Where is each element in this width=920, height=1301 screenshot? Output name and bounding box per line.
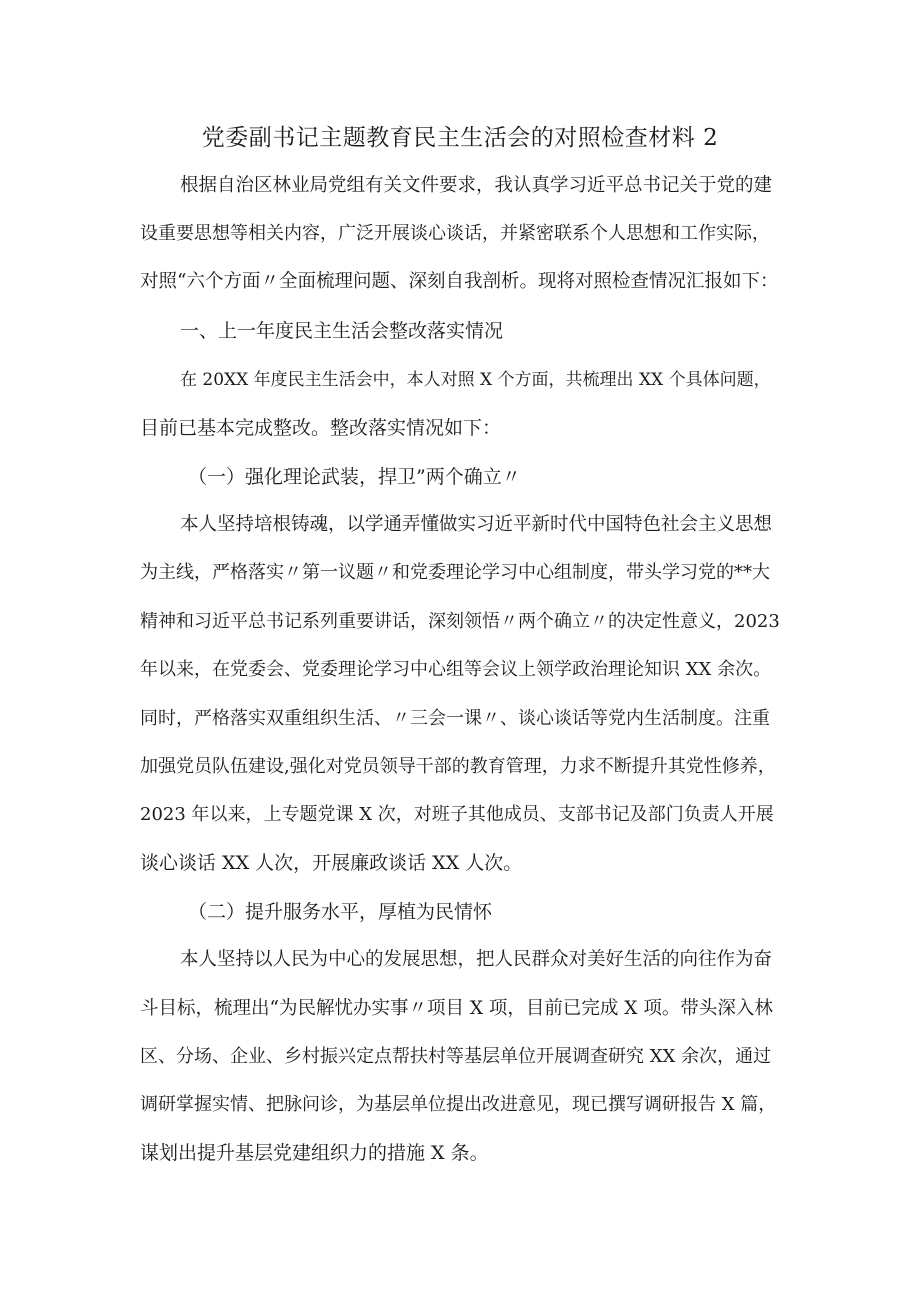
paragraph-line: 区、分场、企业、乡村振兴定点帮扶村等基层单位开展调查研究 XX 余次，通过 (140, 1046, 772, 1067)
paragraph-line: 对照“六个方面〃全面梳理问题、深刻自我剖析。现将对照检查情况汇报如下： (140, 271, 779, 292)
paragraph-line: 斗目标，梳理出“为民解忧办实事〃项目 X 项，目前已完成 X 项。带头深入林 (140, 998, 773, 1019)
paragraph-line: 谈心谈话 XX 人次，开展廉政谈话 XX 人次。 (140, 852, 523, 874)
paragraph-line: 本人坚持培根铸魂，以学通弄懂做实习近平新时代中国特色社会主义思想 (180, 514, 773, 535)
paragraph-line: 调研掌握实情、把脉问诊，为基层单位提出改进意见，现已撰写调研报告 X 篇， (140, 1094, 777, 1115)
paragraph-line: 精神和习近平总书记系列重要讲话，深刻领悟〃两个确立〃的决定性意义，2023 (140, 611, 780, 632)
paragraph-line: 加强党员队伍建设,强化对党员领导干部的教育管理，力求不断提升其党性修养， (140, 756, 776, 777)
subsection-heading: （二）提升服务水平，厚植为民情怀 (188, 901, 493, 923)
paragraph-line: 年以来，在党委会、党委理论学习中心组等会议上领学政治理论知识 XX 余次。 (140, 659, 772, 680)
paragraph-line: 目前已基本完成整改。整改落实情况如下： (140, 417, 502, 439)
paragraph-line: 本人坚持以人民为中心的发展思想，把人民群众对美好生活的向往作为奋 (180, 949, 773, 970)
document-title: 党委副书记主题教育民主生活会的对照检查材料 2 (201, 125, 719, 151)
paragraph-line: 在 20XX 年度民主生活会中，本人对照 X 个方面，共梳理出 XX 个具体问题， (180, 370, 771, 390)
paragraph-line: 谋划出提升基层党建组织力的措施 X 条。 (140, 1142, 489, 1164)
paragraph-line: 同时，严格落实双重组织生活、〃三会一课〃、谈心谈话等党内生活制度。注重 (140, 708, 770, 729)
paragraph-line: 根据自治区林业局党组有关文件要求，我认真学习近平总书记关于党的建 (180, 175, 773, 196)
paragraph-line: 为主线，严格落实〃第一议题〃和党委理论学习中心组制度，带头学习党的**大 (140, 562, 770, 583)
section-heading: 一、上一年度民主生活会整改落实情况 (180, 320, 504, 342)
subsection-heading: （一）强化理论武装，捍卫”两个确立〃 (188, 466, 521, 488)
paragraph-line: 设重要思想等相关内容，广泛开展谈心谈话，并紧密联系个人思想和工作实际， (140, 223, 770, 244)
paragraph-line: 2023 年以来，上专题党课 X 次，对班子其他成员、支部书记及部门负责人开展 (140, 804, 774, 825)
